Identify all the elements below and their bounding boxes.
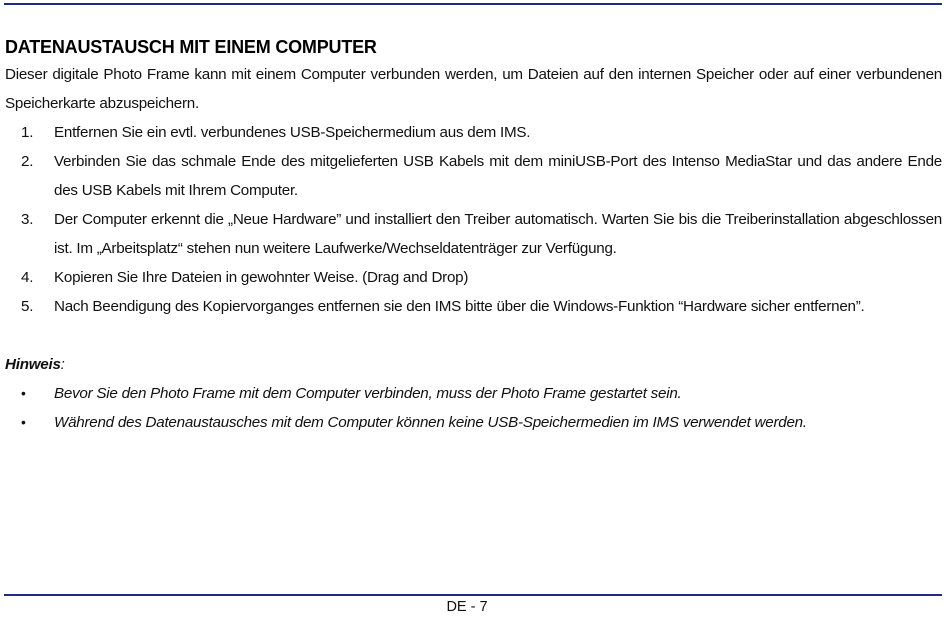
- bullet-icon: •: [21, 414, 26, 430]
- list-item: [5, 292, 942, 321]
- step-number: 2.: [21, 153, 34, 170]
- page-number: DE - 7: [446, 599, 488, 615]
- list-item: [5, 408, 942, 437]
- hints-list: [5, 379, 942, 437]
- intro-paragraph: Dieser digitale Photo Frame kann mit einem Computer verbunden werden, um Dateien auf den internen Speicher oder auf einer verbundenen Speicherkarte abzuspeichern.: [5, 66, 942, 112]
- step-text: Kopieren Sie Ihre Dateien in gewohnter Weise. (Drag and Drop): [54, 269, 469, 286]
- step-number: 1.: [21, 124, 34, 141]
- page-content: [5, 34, 942, 437]
- page-title: DATENAUSTAUSCH MIT EINEM COMPUTER: [5, 37, 377, 57]
- hint-heading-label: Hinweis: [5, 356, 61, 373]
- step-number: 5.: [21, 298, 34, 315]
- hint-heading-colon: :: [60, 356, 65, 373]
- list-item: [5, 205, 942, 263]
- list-item: [5, 147, 942, 205]
- step-text: Der Computer erkennt die „Neue Hardware” und installiert den Treiber automatisch. Warten Sie bis die Treiberinstallation abgeschlossen ist. Im „Arbeitsplatz“ stehen nun weitere Laufwerke/Wechseldatenträger zur Verfügung.: [54, 211, 942, 257]
- bullet-icon: •: [21, 385, 26, 401]
- hint-text: Bevor Sie den Photo Frame mit dem Computer verbinden, muss der Photo Frame gestartet sein.: [54, 385, 682, 402]
- hint-heading: [5, 350, 942, 379]
- list-item: [5, 263, 942, 292]
- list-item: [5, 379, 942, 408]
- hint-text: Während des Datenaustausches mit dem Computer können keine USB-Speichermedien im IMS verwendet werden.: [54, 414, 807, 431]
- step-text: Verbinden Sie das schmale Ende des mitgelieferten USB Kabels mit dem miniUSB-Port des Intenso MediaStar und das andere Ende des USB Kabels mit Ihrem Computer.: [54, 153, 942, 199]
- step-text: Entfernen Sie ein evtl. verbundenes USB-Speichermedium aus dem IMS.: [54, 124, 531, 141]
- header-rule: [4, 3, 942, 5]
- step-number: 4.: [21, 269, 34, 286]
- step-number: 3.: [21, 211, 34, 228]
- list-item: [5, 118, 942, 147]
- step-text: Nach Beendigung des Kopiervorganges entfernen sie den IMS bitte über die Windows-Funktion “Hardware sicher entfernen”.: [54, 298, 865, 315]
- steps-list: [5, 118, 942, 321]
